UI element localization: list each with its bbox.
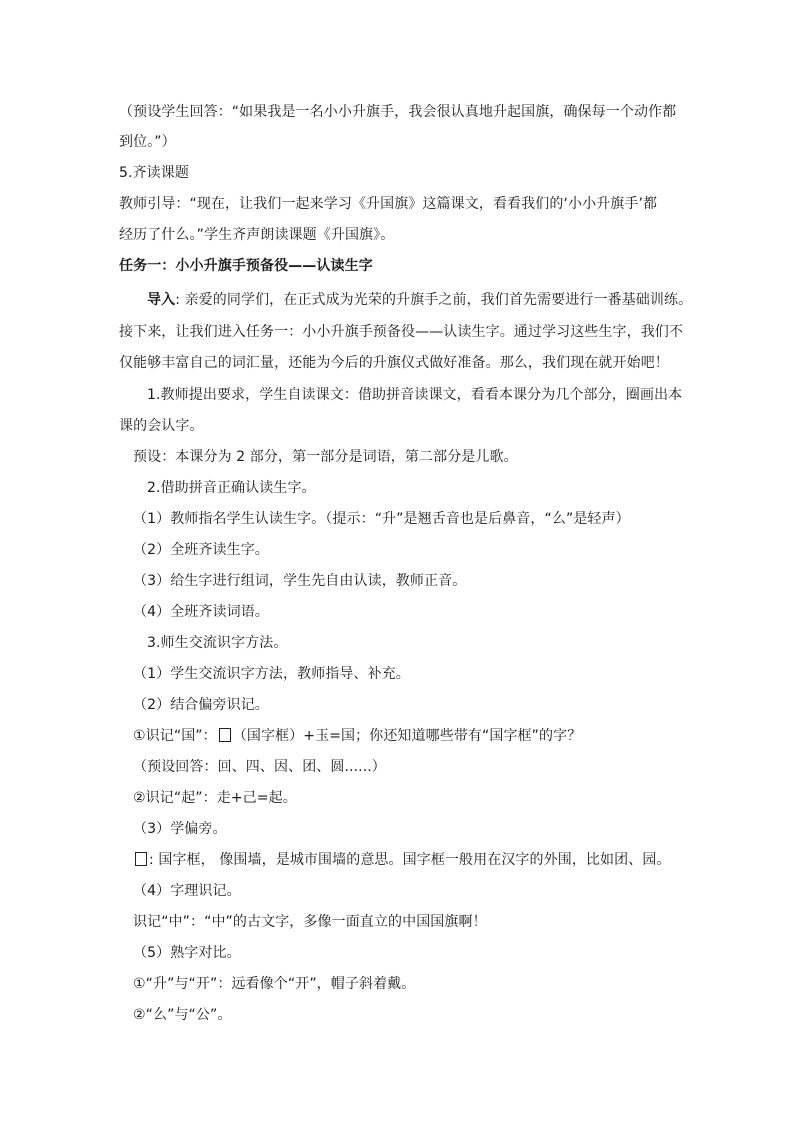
radical-box-icon	[219, 728, 231, 742]
list-item: （1）学生交流识字方法，教师指导、补充。	[133, 666, 410, 682]
paragraph-line: 教师引导：“现在，让我们一起来学习《升国旗》这篇课文，看看我们的‘小小升旗手’都	[119, 196, 658, 212]
paragraph-line: 仅能够丰富自己的词汇量，还能为今后的升旗仪式做好准备。那么，我们现在就开始吧！	[119, 355, 669, 371]
paragraph-line: 经历了什么。”学生齐声朗读课题《升国旗》。	[119, 227, 395, 243]
list-item: （5）熟字对比。	[133, 945, 241, 961]
paragraph-line: 3.师生交流识字方法。	[147, 635, 288, 651]
list-item	[133, 850, 671, 870]
list-item-prefix: ①识记“国”：	[133, 728, 217, 744]
intro-label: 导入	[147, 292, 176, 308]
paragraph-line: 2.借助拼音正确认读生字。	[147, 480, 316, 496]
list-item: ②“么”与“公”。	[133, 1007, 232, 1023]
list-item: 识记“中”：“中”的古文字，多像一面直立的中国国旗啊！	[133, 914, 487, 930]
list-item: （2）全班齐读生字。	[133, 542, 269, 558]
list-item: ②识记“起”：走+己=起。	[133, 790, 297, 806]
list-item: ①“升”与“开”：远看像个“开”，帽子斜着戴。	[133, 976, 416, 992]
intro-line	[147, 290, 692, 310]
list-item: （3）给生字进行组词，学生先自由认读，教师正音。	[133, 573, 467, 589]
intro-text: : 亲爱的同学们，在正式成为光荣的升旗手之前，我们首先需要进行一番基础训练。	[175, 292, 693, 308]
list-item: （2）结合偏旁识记。	[133, 697, 269, 713]
list-item-text: : 国字框， 像围墙，是城市围墙的意思。国字框一般用在汉字的外围，比如团、园。	[149, 852, 671, 868]
list-item: （3）学偏旁。	[133, 821, 227, 837]
task-heading: 任务一：小小升旗手预备役——认读生字	[119, 258, 373, 274]
paragraph-line: （预设学生回答：“如果我是一名小小升旗手，我会很认真地升起国旗，确保每一个动作都	[119, 104, 677, 120]
radical-box-icon	[135, 852, 147, 866]
section-heading: 5.齐读课题	[119, 165, 189, 181]
paragraph-line: 课的会认字。	[119, 418, 204, 434]
list-item: （1）教师指名学生认读生字。（提示：“升”是翘舌音也是后鼻音，“么”是轻声）	[133, 511, 630, 527]
paragraph-line: 接下来，让我们进入任务一：小小升旗手预备役——认读生字。通过学习这些生字，我们不	[119, 324, 683, 340]
list-item: （4）全班齐读词语。	[133, 604, 269, 620]
paragraph-line: 预设：本课分为 2 部分，第一部分是词语，第二部分是儿歌。	[133, 449, 518, 465]
paragraph-line: 到位。”）	[119, 134, 176, 150]
paragraph-line: 1.教师提出要求，学生自读课文：借助拼音读课文，看看本课分为几个部分，圈画出本	[147, 387, 683, 403]
list-item: （4）字理识记。	[133, 883, 241, 899]
list-item	[133, 726, 581, 746]
list-item: （预设回答：回、四、因、团、圆......）	[133, 759, 386, 775]
list-item-text: （国字框）+玉=国；你还知道哪些带有“国字框”的字？	[232, 728, 582, 744]
